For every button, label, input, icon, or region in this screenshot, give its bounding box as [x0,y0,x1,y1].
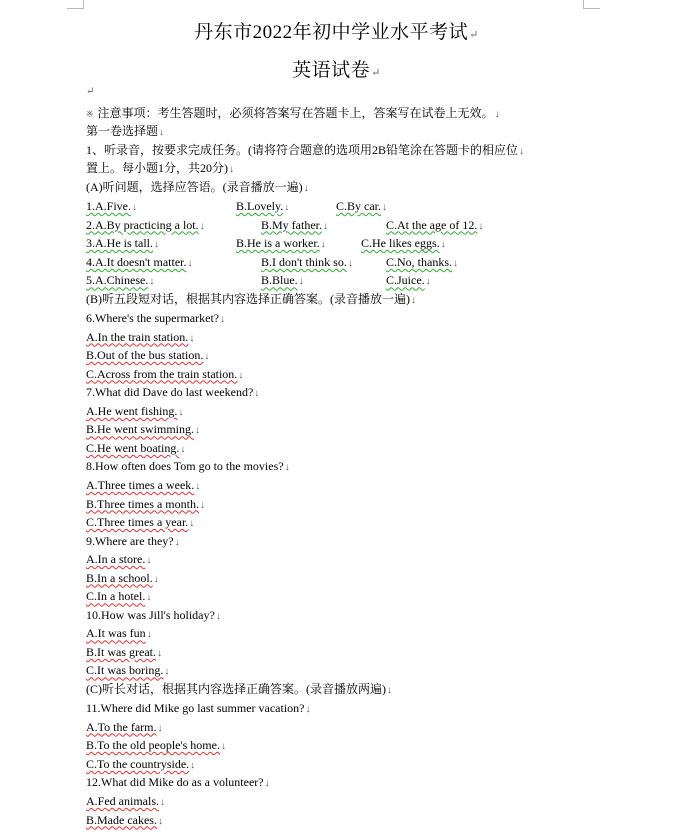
question: 10.How was Jill's holiday?↓ [86,607,221,622]
crop-mark-right [583,0,600,9]
empty-line-mark: ↵ [86,86,95,97]
section-c-heading: (C)听长对话，根据其内容选择正确答案。(录音播放两遍)↓ [86,682,392,696]
option-a: 4.A.It doesn't matter.↓ [86,254,193,269]
instructions-line-1: 1、听录音，按要求完成任务。(请将符合题意的选项用2B铅笔涂在答题卡的相应位↓ [86,143,525,157]
answer-option: A.He went fishing.↓ [86,403,184,418]
question: 12.What did Mike do as a volunteer?↓ [86,775,270,790]
option-c: C.By car.↓ [336,199,387,213]
answer-option: A.It was fun↓ [86,626,152,641]
document-subtitle: 英语试卷↵ [292,60,381,81]
bullet-mark: ※ [86,109,94,119]
answer-option: A.In the train station.↓ [86,329,195,344]
section-a-heading: (A)听问题，选择应答语。(录音播放一遍)↓ [86,180,309,194]
crop-mark-left [67,0,84,9]
answer-option: B.Made cakes.↓ [86,812,163,827]
option-b: B.My father.↓ [261,217,328,232]
answer-option: B.Out of the bus station.↓ [86,348,210,363]
answer-option: C.Across from the train station.↓ [86,366,244,381]
option-b: B.I don't think so.↓ [261,254,353,269]
question: 6.Where's the supermarket?↓ [86,311,226,325]
instructions-line-2: 置上。每小题1分，共20分)↓ [86,161,234,175]
option-a: 3.A.He is tall.↓ [86,236,159,251]
question: 7.What did Dave do last weekend?↓ [86,385,260,400]
answer-option: B.Three times a month.↓ [86,496,205,511]
answer-option: B.To the old people's home.↓ [86,738,226,753]
section-b-heading: (B)听五段短对话，根据其内容选择正确答案。(录音播放一遍)↓ [86,292,416,306]
return-mark: ↵ [469,29,479,41]
option-c: C.No, thanks.↓ [386,254,458,269]
answer-option: C.In a hotel.↓ [86,589,152,604]
option-b: B.Lovely.↓ [236,199,290,213]
question: 11.Where did Mike go last summer vacation?↓ [86,701,311,715]
answer-option: A.To the farm.↓ [86,719,163,734]
document-title: 丹东市2022年初中学业水平考试↵ [194,22,479,43]
option-a: 2.A.By practicing a lot.↓ [86,217,205,232]
question: 8.How often does Tom go to the movies?↓ [86,459,290,474]
option-a: 5.A.Chinese.↓ [86,273,155,288]
question: 9.Where are they?↓ [86,533,180,548]
answer-option: C.To the countryside.↓ [86,756,196,771]
answer-option: B.In a school.↓ [86,570,159,585]
option-c: C.At the age of 12.↓ [386,217,484,232]
answer-option: A.Fed animals.↓ [86,794,165,808]
answer-option: C.He went boating.↓ [86,440,186,455]
answer-option: A.In a store.↓ [86,552,152,567]
answer-option: C.Three times a year.↓ [86,515,195,530]
answer-option: C.It was boring.↓ [86,663,170,678]
answer-option: B.He went swimming.↓ [86,422,200,437]
return-mark: ↵ [371,67,381,79]
option-b: B.Blue.↓ [261,273,304,288]
option-c: C.He likes eggs.↓ [361,236,446,251]
notice: ※ 注意事项：考生答题时，必须将答案写在答题卡上，答案写在试卷上无效。↓ [86,106,500,120]
option-a: 1.A.Five.↓ [86,199,137,213]
option-c: C.Juice.↓ [386,273,431,288]
option-b: B.He is a worker.↓ [236,236,326,251]
answer-option: A.Three times a week.↓ [86,477,201,492]
answer-option: B.It was great.↓ [86,644,162,659]
volume-heading: 第一卷选择题↓ [86,124,165,138]
